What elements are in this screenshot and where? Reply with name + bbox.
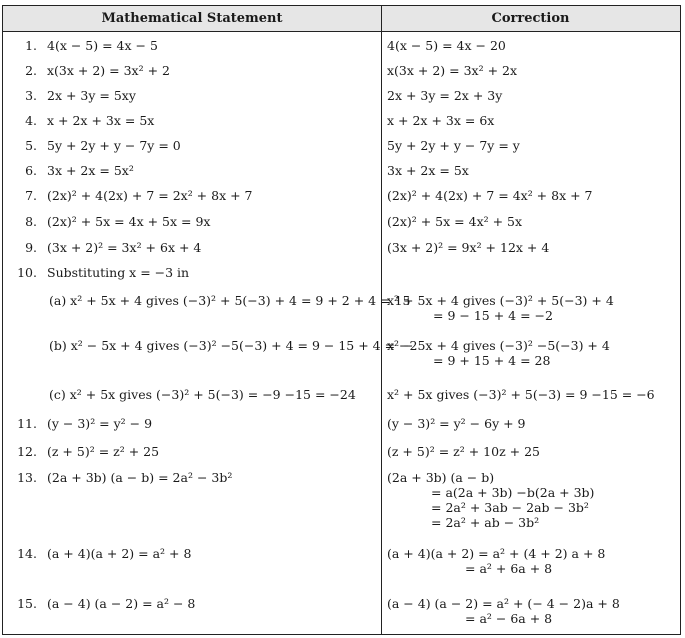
row-number: 7. bbox=[25, 188, 37, 203]
correction-line: 4(x − 5) = 4x − 20 bbox=[387, 38, 506, 53]
correction-line: = 9 − 15 + 4 = −2 bbox=[433, 308, 553, 323]
correction-line: = a² − 6a + 8 bbox=[465, 611, 553, 626]
statement-cell: (3x + 2)² = 3x² + 6x + 4 bbox=[47, 240, 202, 255]
statement-cell: (a + 4)(a + 2) = a² + 8 bbox=[47, 546, 192, 561]
statement-cell: (2x)² + 4(2x) + 7 = 2x² + 8x + 7 bbox=[47, 188, 253, 203]
statement-cell: 5y + 2y + y − 7y = 0 bbox=[47, 138, 181, 153]
row-number: 10. bbox=[17, 265, 37, 280]
row-number: 6. bbox=[25, 163, 37, 178]
correction-line: (2a + 3b) (a − b) bbox=[387, 470, 495, 485]
correction-line: (2x)² + 4(2x) + 7 = 4x² + 8x + 7 bbox=[387, 188, 593, 203]
statement-cell: Substituting x = −3 in bbox=[47, 265, 190, 280]
row-number: 13. bbox=[17, 470, 37, 485]
header-statement: Mathematical Statement bbox=[101, 11, 283, 26]
row-number: 15. bbox=[17, 596, 37, 611]
correction-line: x² + 5x gives (−3)² + 5(−3) = 9 −15 = −6 bbox=[387, 387, 655, 402]
statement-cell: (z + 5)² = z² + 25 bbox=[47, 444, 160, 459]
row-number: 11. bbox=[17, 416, 37, 431]
correction-line: 5y + 2y + y − 7y = y bbox=[387, 138, 520, 153]
correction-line: (a + 4)(a + 2) = a² + (4 + 2) a + 8 bbox=[387, 546, 606, 561]
statement-cell: (2a + 3b) (a − b) = 2a² − 3b² bbox=[47, 470, 233, 485]
row-number: 2. bbox=[25, 63, 37, 78]
correction-line: (y − 3)² = y² − 6y + 9 bbox=[387, 416, 526, 431]
correction-line: (2x)² + 5x = 4x² + 5x bbox=[387, 214, 523, 229]
row-number: 14. bbox=[17, 546, 37, 561]
statement-cell: 2x + 3y = 5xy bbox=[47, 88, 136, 103]
column-divider bbox=[381, 6, 382, 634]
statement-cell: (a) x² + 5x + 4 gives (−3)² + 5(−3) + 4 = 9 + 2 + 4 = 15 bbox=[49, 293, 411, 308]
correction-line: x + 2x + 3x = 6x bbox=[387, 113, 495, 128]
row-number: 1. bbox=[25, 38, 37, 53]
correction-line: (a − 4) (a − 2) = a² + (− 4 − 2)a + 8 bbox=[387, 596, 620, 611]
correction-line: x(3x + 2) = 3x² + 2x bbox=[387, 63, 518, 78]
statement-cell: 3x + 2x = 5x² bbox=[47, 163, 134, 178]
header-correction: Correction bbox=[491, 11, 570, 26]
statement-cell: x(3x + 2) = 3x² + 2 bbox=[47, 63, 170, 78]
correction-line: = 2a² + ab − 3b² bbox=[431, 515, 540, 530]
statement-cell: (y − 3)² = y² − 9 bbox=[47, 416, 153, 431]
row-number: 8. bbox=[25, 214, 37, 229]
math-corrections-table bbox=[2, 5, 681, 635]
statement-cell: 4(x − 5) = 4x − 5 bbox=[47, 38, 158, 53]
row-number: 4. bbox=[25, 113, 37, 128]
row-number: 12. bbox=[17, 444, 37, 459]
table-header bbox=[3, 6, 680, 32]
row-number: 5. bbox=[25, 138, 37, 153]
correction-line: 3x + 2x = 5x bbox=[387, 163, 469, 178]
correction-line: x² − 5x + 4 gives (−3)² −5(−3) + 4 bbox=[387, 338, 610, 353]
correction-line: x² + 5x + 4 gives (−3)² + 5(−3) + 4 bbox=[387, 293, 614, 308]
correction-line: = a² + 6a + 8 bbox=[465, 561, 553, 576]
statement-cell: (a − 4) (a − 2) = a² − 8 bbox=[47, 596, 196, 611]
statement-cell: x + 2x + 3x = 5x bbox=[47, 113, 155, 128]
row-number: 3. bbox=[25, 88, 37, 103]
correction-line: = 2a² + 3ab − 2ab − 3b² bbox=[431, 500, 589, 515]
correction-line: = 9 + 15 + 4 = 28 bbox=[433, 353, 551, 368]
correction-line: (z + 5)² = z² + 10z + 25 bbox=[387, 444, 540, 459]
correction-line: 2x + 3y = 2x + 3y bbox=[387, 88, 503, 103]
correction-line: (3x + 2)² = 9x² + 12x + 4 bbox=[387, 240, 550, 255]
statement-cell: (2x)² + 5x = 4x + 5x = 9x bbox=[47, 214, 211, 229]
row-number: 9. bbox=[25, 240, 37, 255]
correction-line: = a(2a + 3b) −b(2a + 3b) bbox=[431, 485, 595, 500]
statement-cell: (c) x² + 5x gives (−3)² + 5(−3) = −9 −15 = −24 bbox=[49, 387, 356, 402]
statement-cell: (b) x² − 5x + 4 gives (−3)² −5(−3) + 4 = 9 − 15 + 4 = −2 bbox=[49, 338, 418, 353]
